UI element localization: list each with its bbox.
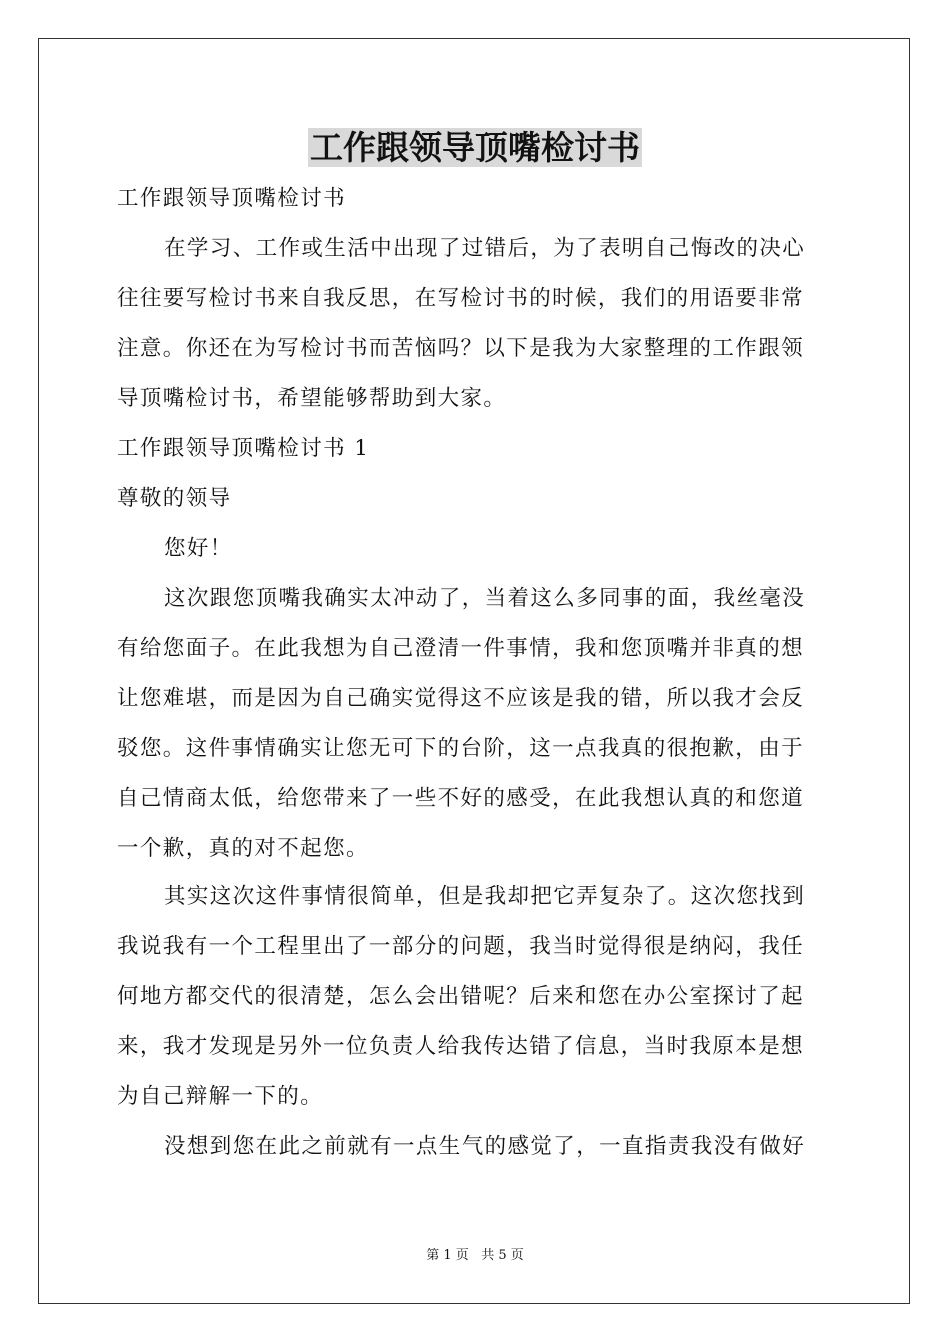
- intro-paragraph-line: 往往要写检讨书来自我反思，在写检讨书的时候，我们的用语要非常: [117, 286, 805, 311]
- intro-paragraph-line: 在学习、工作或生活中出现了过错后，为了表明自己悔改的决心: [164, 236, 806, 261]
- intro-paragraph-line: 导顶嘴检讨书，希望能够帮助到大家。: [117, 386, 507, 411]
- page-number-footer: 第 1 页 共 5 页: [426, 1248, 524, 1263]
- body-paragraph-line: 一个歉，真的对不起您。: [117, 836, 369, 861]
- body-paragraph-line: 来，我才发现是另外一位负责人给我传达错了信息，当时我原本是想: [117, 1034, 805, 1059]
- section-heading: 工作跟领导顶嘴检讨书 1: [117, 436, 370, 461]
- document-title: [0, 124, 950, 172]
- intro-paragraph-line: 注意。你还在为写检讨书而苦恼吗？以下是我为大家整理的工作跟领: [117, 336, 805, 361]
- body-paragraph-line: 驳您。这件事情确实让您无可下的台阶，这一点我真的很抱歉，由于: [117, 736, 805, 761]
- subtitle-line: 工作跟领导顶嘴检讨书: [117, 186, 347, 211]
- salutation: 尊敬的领导: [117, 486, 232, 511]
- body-paragraph-line: 其实这次这件事情很简单，但是我却把它弄复杂了。这次您找到: [164, 884, 806, 909]
- body-paragraph-line: 何地方都交代的很清楚，怎么会出错呢？后来和您在办公室探讨了起: [117, 984, 805, 1009]
- body-paragraph-line: 我说我有一个工程里出了一部分的问题，我当时觉得很是纳闷，我任: [117, 934, 805, 959]
- body-paragraph-line: 有给您面子。在此我想为自己澄清一件事情，我和您顶嘴并非真的想: [117, 636, 805, 661]
- body-paragraph-line: 让您难堪，而是因为自己确实觉得这不应该是我的错，所以我才会反: [117, 686, 805, 711]
- document-title-text: 工作跟领导顶嘴检讨书: [310, 128, 640, 167]
- body-paragraph-line: 这次跟您顶嘴我确实太冲动了，当着这么多同事的面，我丝毫没: [164, 586, 806, 611]
- greeting: 您好！: [164, 536, 233, 561]
- body-paragraph-line: 自己情商太低，给您带来了一些不好的感受，在此我想认真的和您道: [117, 786, 805, 811]
- page-border: [38, 38, 910, 1304]
- body-paragraph-line: 为自己辩解一下的。: [117, 1084, 324, 1109]
- body-paragraph-line: 没想到您在此之前就有一点生气的感觉了，一直指责我没有做好: [164, 1134, 806, 1159]
